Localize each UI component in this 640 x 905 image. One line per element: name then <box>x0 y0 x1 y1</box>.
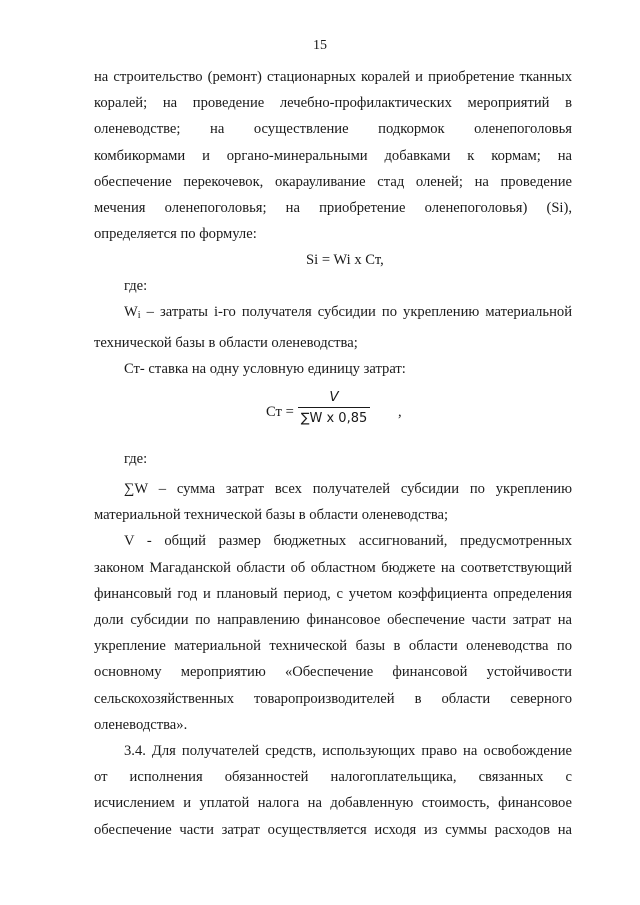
formula-ct-numerator: V <box>329 389 339 406</box>
text-line: коралей; на проведение лечебно-профилактических мероприятий в <box>94 95 572 112</box>
text-line: комбикормами и органо-минеральными добавками к кормам; на <box>94 147 572 164</box>
ct-definition: Ст- ставка на одну условную единицу затрат: <box>124 360 406 377</box>
formula-ct <box>94 382 572 446</box>
text-line: мечения оленепоголовья; на приобретение оленепоголовья) (Si), <box>94 200 572 217</box>
formula-ct-comma: , <box>398 404 402 421</box>
where-label: где: <box>124 451 148 468</box>
text-line: V - общий размер бюджетных ассигнований, предусмотренных <box>124 533 572 550</box>
text-line: ∑W – сумма затрат всех получателей субсидии по укреплению <box>124 481 572 498</box>
document-body <box>94 64 572 843</box>
text-line: законом Магаданской области об областном бюджете на соответствующий <box>94 559 572 576</box>
text-line: финансовый год и плановый период, с учетом коэффициента определения <box>94 585 572 602</box>
formula-ct-denominator: ∑W x 0,85 <box>300 411 368 427</box>
text-line: технической базы в области оленеводства; <box>94 334 358 351</box>
text-line: обеспечение части затрат осуществляется исходя из суммы расходов на <box>94 821 572 838</box>
formula-si: Si = Wi x Ст, <box>306 252 384 269</box>
page-number: 15 <box>313 38 327 53</box>
text-line: сельскохозяйственных товаропроизводителей в области северного <box>94 690 572 707</box>
text-line: материальной технической базы в области оленеводства; <box>94 507 449 524</box>
text-line: укрепление материальной технической базы в области оленеводства по <box>94 638 572 655</box>
formula-ct-lhs: Ст = <box>266 404 294 421</box>
text-line: исчислением и уплатой налога на добавленную стоимость, финансовое <box>94 795 572 812</box>
where-label: где: <box>124 278 148 295</box>
fraction-bar <box>298 407 370 408</box>
text-line: доли субсидии по направлению финансовое обеспечение части затрат на <box>94 612 572 629</box>
wi-definition-text: – затраты i-го получателя субсидии по укреплению материальной <box>140 304 572 321</box>
formula-ct-fraction <box>298 388 370 428</box>
text-line: обеспечение перекочевок, окарауливание стад оленей; на проведение <box>94 173 572 190</box>
text-line: основному мероприятию «Обеспечение финансовой устойчивости <box>94 664 572 681</box>
wi-symbol: W <box>124 304 138 321</box>
wi-subscript: i <box>137 310 141 322</box>
wi-definition-line <box>94 299 572 329</box>
text-line: оленеводстве; на осуществление подкормок оленепоголовья <box>94 121 572 138</box>
text-line: от исполнения обязанностей налогоплательщика, связанных с <box>94 769 572 786</box>
text-line: на строительство (ремонт) стационарных коралей и приобретение тканных <box>94 69 572 85</box>
text-line: определяется по формуле: <box>94 226 257 243</box>
text-line: 3.4. Для получателей средств, использующих право на освобождение <box>124 743 572 760</box>
text-line: оленеводства». <box>94 716 188 733</box>
